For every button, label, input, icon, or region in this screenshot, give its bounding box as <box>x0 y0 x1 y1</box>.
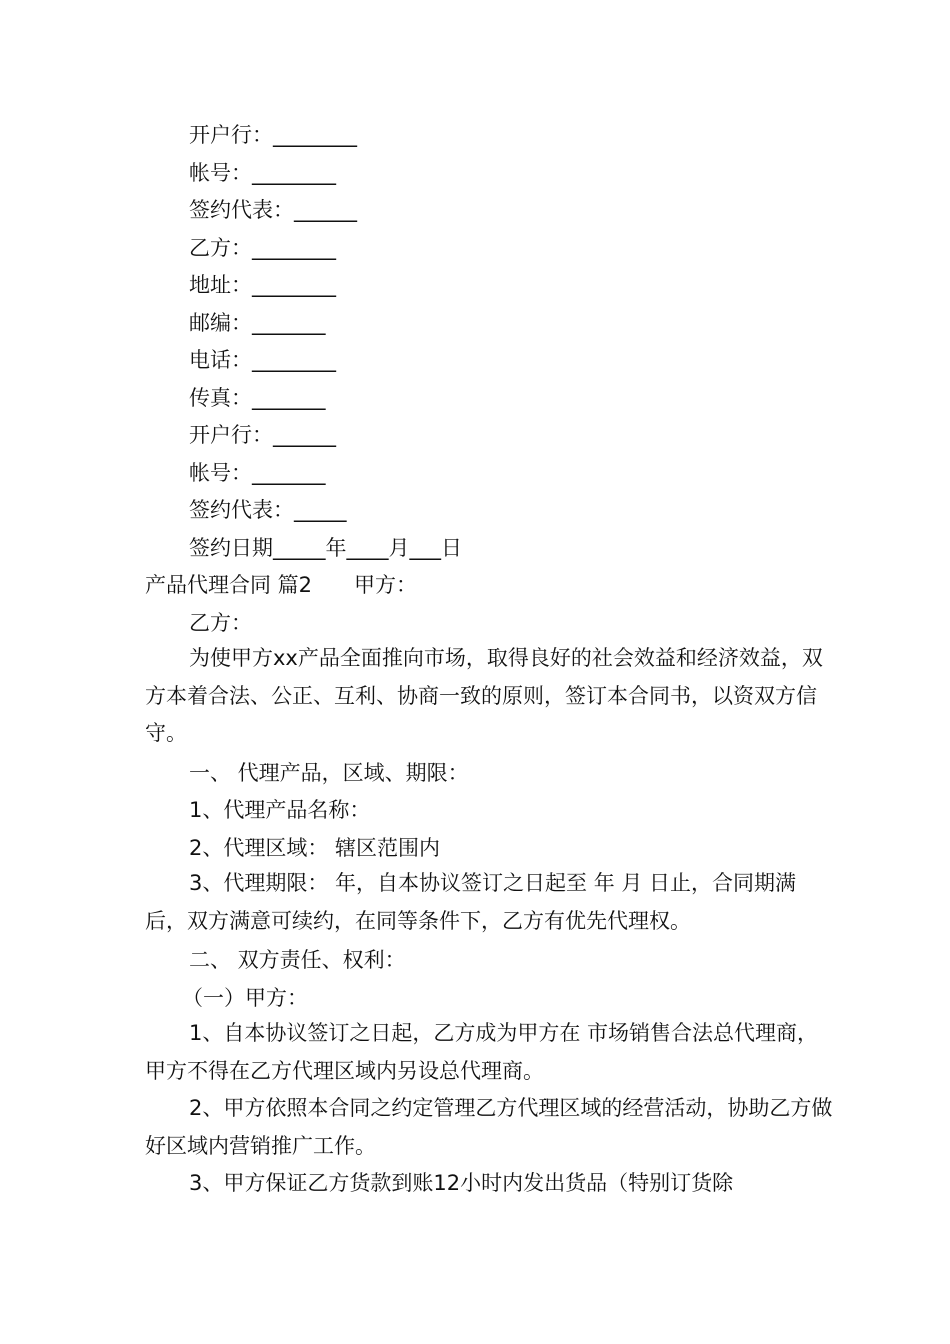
fax-field: 传真：_______ <box>189 386 326 410</box>
party-a-item-2: 2、甲方依照本合同之约定管理乙方代理区域的经营活动，协助乙方做好区域内营销推广工作。 <box>145 1096 833 1158</box>
party-a-item-3: 3、甲方保证乙方货款到账12小时内发出货品（特别订货除 <box>189 1171 734 1195</box>
party-a-label: 甲方： <box>354 573 418 597</box>
bank-field-b: 开户行：______ <box>189 423 336 447</box>
party-b-field: 乙方：________ <box>189 236 336 260</box>
item-region: 2、代理区域： 辖区范围内 <box>189 836 441 860</box>
item-product-name: 1、代理产品名称： <box>189 798 371 822</box>
sub-section-party-a: （一）甲方： <box>182 986 308 1010</box>
section-2-heading: 二、 双方责任、权利： <box>189 948 406 972</box>
address-field: 地址：________ <box>189 273 336 297</box>
phone-field: 电话：________ <box>189 348 336 372</box>
sign-date-field: 签约日期_____年____月___日 <box>189 536 462 560</box>
postcode-field: 邮编：_______ <box>189 311 326 335</box>
account-field-b: 帐号：_______ <box>189 461 326 485</box>
bank-field-a: 开户行：________ <box>189 123 357 147</box>
signatory-field-a: 签约代表：______ <box>189 198 357 222</box>
contract-heading <box>145 571 417 599</box>
party-a-item-1: 1、自本协议签订之日起，乙方成为甲方在 市场销售合法总代理商，甲方不得在乙方代理区域内另设总代理商。 <box>145 1021 819 1083</box>
account-field-a: 帐号：________ <box>189 161 336 185</box>
party-b-label: 乙方： <box>189 611 252 635</box>
item-term-paragraph: 3、代理期限： 年，自本协议签订之日起至 年 月 日止，合同期满后，双方满意可续约，在同等条件下，乙方有优先代理权。 <box>145 871 797 933</box>
signatory-field-b: 签约代表：_____ <box>189 498 347 522</box>
intro-paragraph: 为使甲方xx产品全面推向市场，取得良好的社会效益和经济效益，双方本着合法、公正、互利、协商一致的原则，签订本合同书，以资双方信守。 <box>145 646 823 745</box>
contract-title: 产品代理合同 篇2 <box>145 573 313 597</box>
section-1-heading: 一、 代理产品，区域、期限： <box>189 761 469 785</box>
